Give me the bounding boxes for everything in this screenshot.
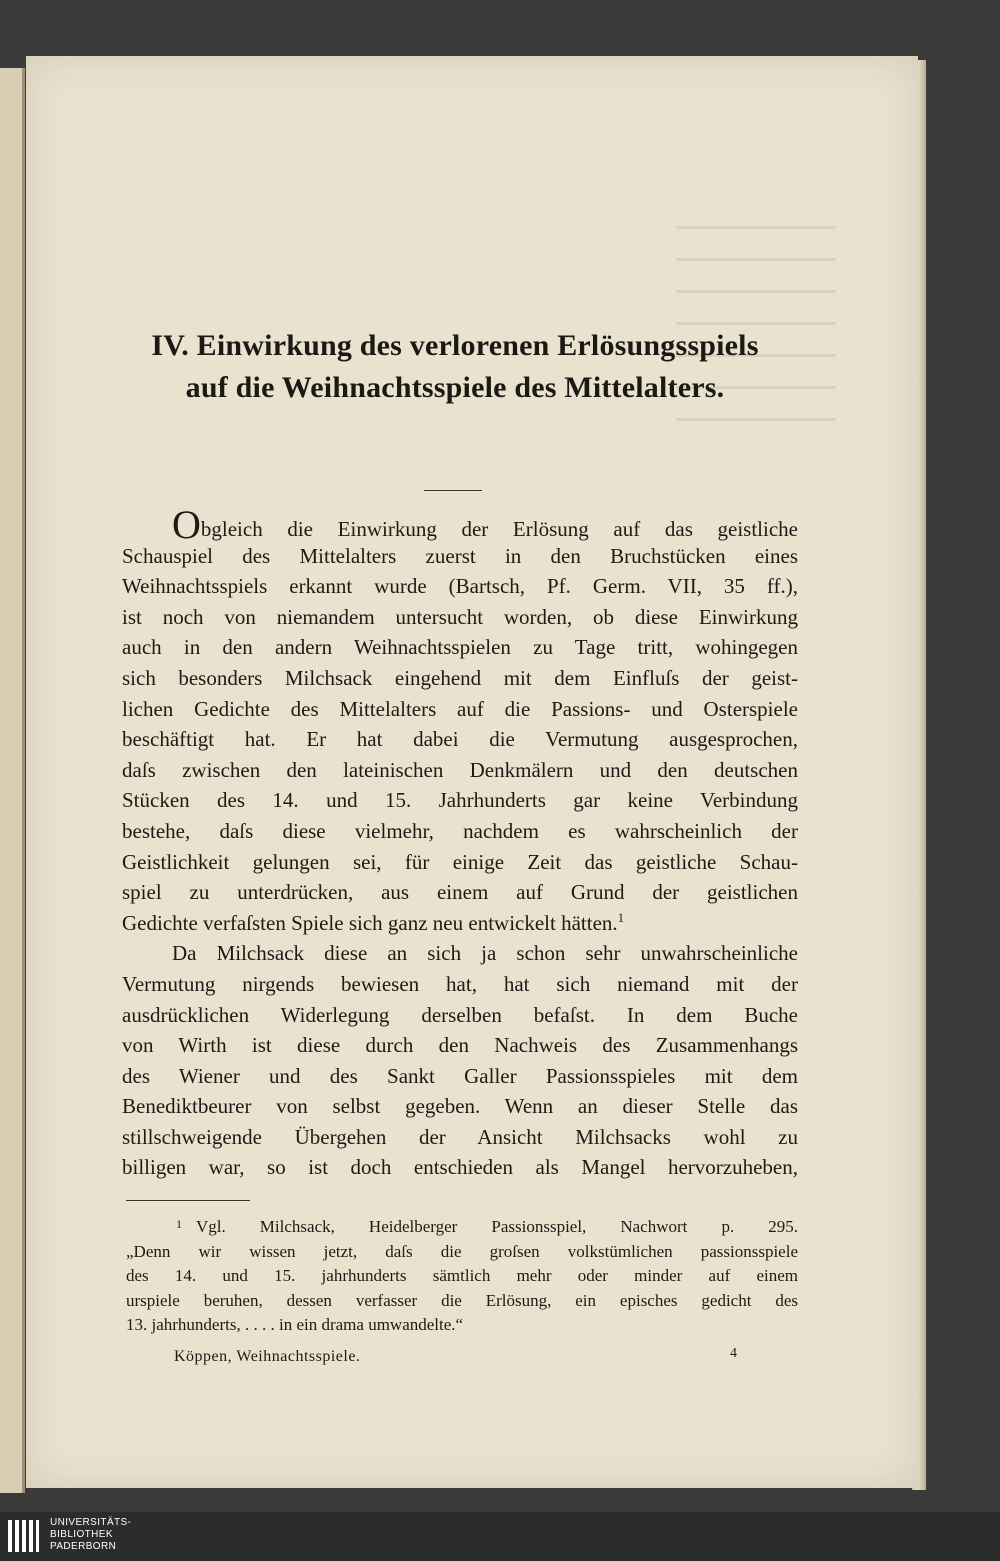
footnote-line: urspiele beruhen, dessen verfasser die Erlösung, ein episches gedicht des: [126, 1290, 798, 1310]
heading-divider: [424, 490, 482, 491]
footnote-line: „Denn wir wissen jetzt, daſs die groſsen volkstümlichen passionsspiele: [126, 1241, 798, 1261]
footnote-line: $^1$ Vgl. Milchsack, Heidelberger Passionsspiel, Nachwort p. 295.: [176, 1217, 798, 1236]
body-line: auch in den andern Weihnachtsspielen zu Tage tritt, wohingegen: [122, 635, 798, 660]
body-line: billigen war, so ist doch entschieden als Mangel hervorzuheben,: [122, 1155, 798, 1180]
footnote-line: 13. jahrhunderts, . . . . in ein drama umwandelte.“: [126, 1315, 464, 1334]
body-line: Gedichte verfaſsten Spiele sich ganz neu entwickelt hätten.$^1$: [122, 909, 625, 935]
footnote-reference: 1: [617, 909, 625, 925]
body-line: Vermutung nirgends bewiesen hat, hat sich niemand mit der: [122, 971, 798, 996]
body-line: Geistlichkeit gelungen sei, für einige Zeit das geistliche Schau-: [122, 849, 798, 874]
printer-signature: Köppen, Weihnachtsspiele.: [174, 1348, 361, 1365]
body-line: Da Milchsack diese an sich ja schon sehr unwahrscheinliche: [172, 941, 798, 966]
body-text: [122, 502, 798, 1183]
body-line: Schauspiel des Mittelalters zuerst in den Bruchstücken eines: [122, 543, 798, 568]
body-line: stillschweigende Übergehen der Ansicht Milchsacks wohl zu: [122, 1124, 798, 1149]
body-line: spiel zu unterdrücken, aus einem auf Grund der geistlichen: [122, 880, 798, 905]
footnote-line: des 14. und 15. jahrhunderts sämtlich mehr oder minder auf einem: [126, 1266, 798, 1285]
footnote: [126, 1212, 798, 1338]
body-line: lichen Gedichte des Mittelalters auf die Passions- und Osterspiele: [122, 696, 798, 721]
footnote-number: 1: [176, 1217, 182, 1231]
body-line: Stücken des 14. und 15. Jahrhunderts gar keine Verbindung: [122, 788, 798, 813]
body-line: ist noch von niemandem untersucht worden, ob diese Einwirkung: [122, 604, 798, 629]
library-footer: [0, 1512, 1000, 1561]
body-line: sich besonders Milchsack eingehend mit dem Einfluſs der geist-: [122, 665, 798, 690]
signature-number: 4: [730, 1346, 737, 1361]
body-line: Obgleich die Einwirkung der Erlösung auf das geistliche: [172, 502, 798, 547]
body-line: beschäftigt hat. Er hat dabei die Vermutung ausgesprochen,: [122, 727, 798, 752]
body-line: des Wiener und des Sankt Galler Passionsspieles mit dem: [122, 1063, 798, 1088]
logo-line-3: PADERBORN: [50, 1541, 117, 1552]
chapter-heading: [110, 325, 800, 409]
body-line: Benediktbeurer von selbst gegeben. Wenn an dieser Stelle das: [122, 1094, 798, 1119]
library-logo-text: [50, 1517, 131, 1553]
body-line: ausdrücklichen Widerlegung derselben befaſst. In dem Buche: [122, 1002, 798, 1027]
footnote-divider: [126, 1200, 250, 1201]
logo-line-1: UNIVERSITÄTS-: [50, 1517, 132, 1528]
heading-line-2: auf die Weihnachtsspiele des Mittelalters.: [185, 371, 725, 404]
body-line: von Wirth ist diese durch den Nachweis des Zusammenhangs: [122, 1033, 798, 1058]
logo-line-2: BIBLIOTHEK: [50, 1529, 113, 1540]
body-line: Weihnachtsspiels erkannt wurde (Bartsch, Pf. Germ. VII, 35 ff.),: [122, 574, 798, 599]
library-bars-icon: [6, 1516, 40, 1556]
heading-line-1: IV. Einwirkung des verlorenen Erlösungsspiels: [151, 329, 759, 362]
drop-cap: O: [172, 502, 201, 547]
body-line: bestehe, daſs diese vielmehr, nachdem es wahrscheinlich der: [122, 818, 798, 843]
facing-page-edge: [0, 68, 25, 1493]
body-line: daſs zwischen den lateinischen Denkmälern und den deutschen: [122, 757, 798, 782]
